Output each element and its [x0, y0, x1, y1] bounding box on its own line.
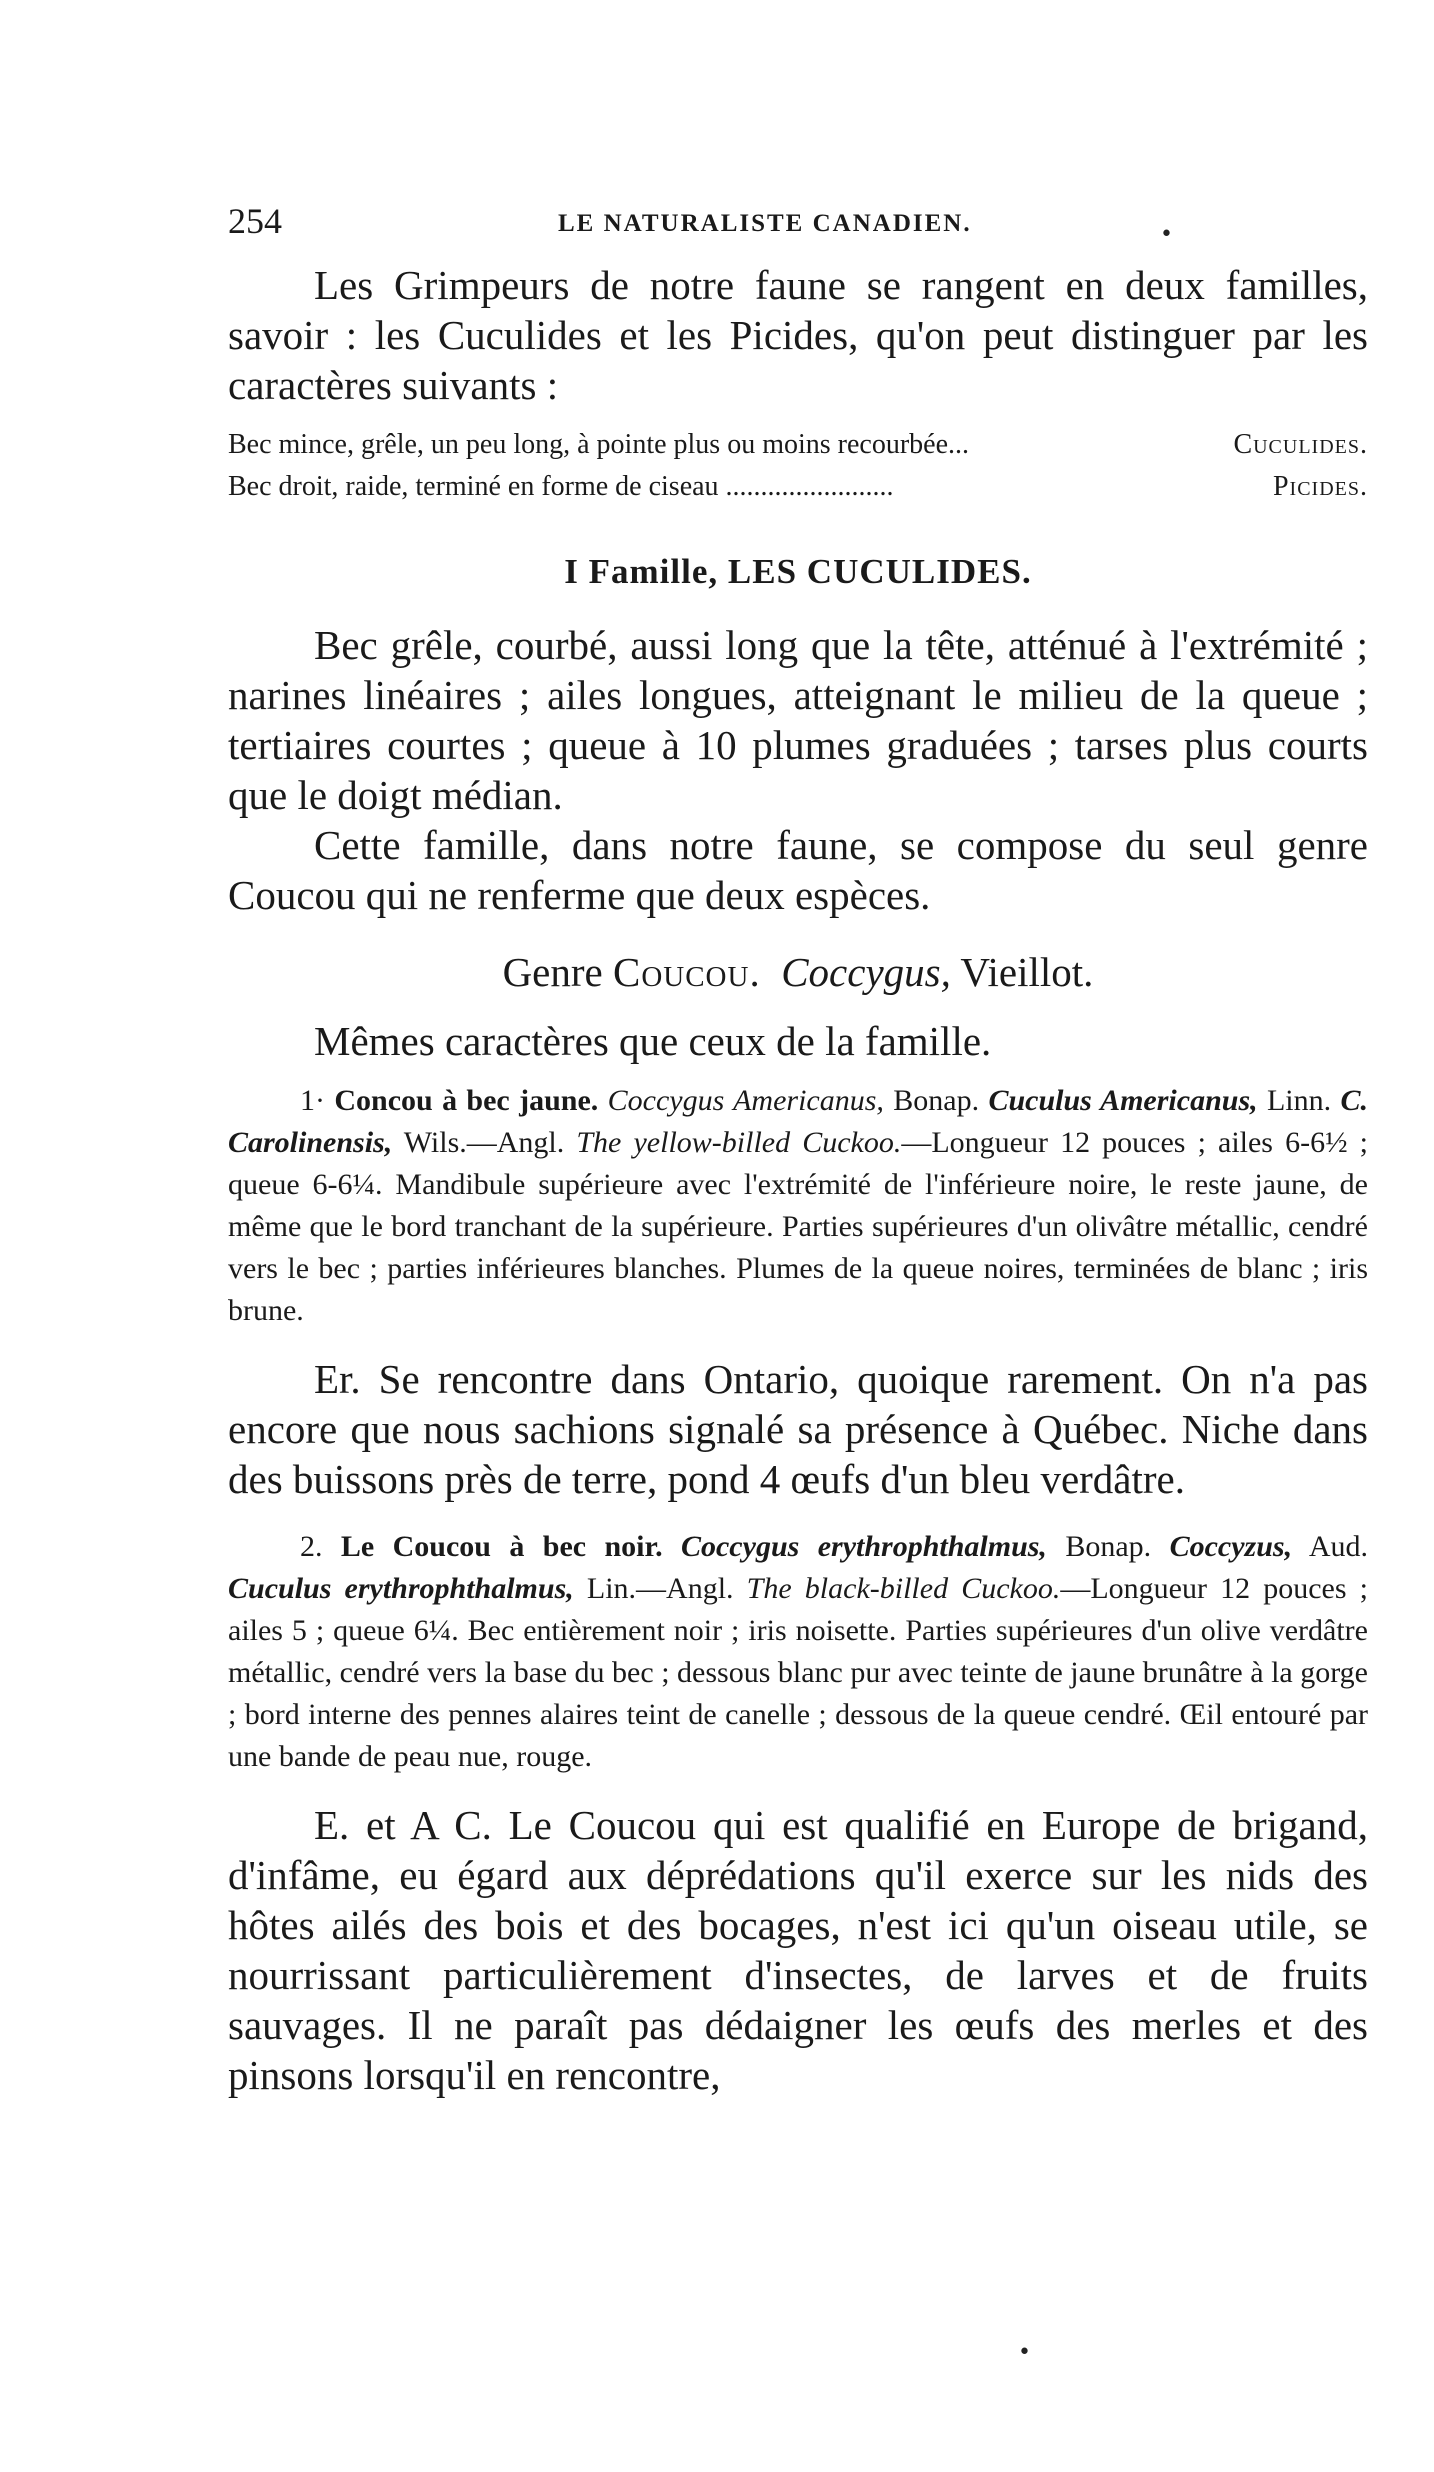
key-row [228, 424, 1368, 466]
synonym-authority: Wils.—Angl. [403, 1126, 565, 1159]
english-name: The yellow-billed Cuckoo. [576, 1126, 902, 1159]
species-entry [228, 1080, 1368, 1332]
print-speck: • [1160, 222, 1173, 247]
species-notes: Er. Se rencontre dans Ontario, quoique rarement. On n'a pas encore que nous sachions signalé sa présence à Québec. Niche dans des buissons près de terre, pond 4 œufs d'un bleu verdâtre. [228, 1356, 1368, 1502]
page-number: 254 [228, 201, 282, 241]
key-text: Bec droit, raide, terminé en forme de ciseau ........................ [228, 471, 894, 502]
species-number: 2. [300, 1530, 323, 1563]
synonym-authority: Lin.—Angl. [586, 1572, 734, 1605]
species-authority: Bonap. [1065, 1530, 1152, 1563]
book-page [228, 200, 1368, 2100]
key-text: Bec mince, grêle, un peu long, à pointe plus ou moins recourbée... [228, 429, 970, 460]
species-latin: Coccygus erythrophthalmus, [680, 1530, 1047, 1563]
key-family: Picides. [1272, 471, 1368, 502]
species-name: Le Coucou à bec noir. [340, 1530, 663, 1563]
running-title: LE NATURALISTE CANADIEN. [558, 210, 972, 237]
species-description: —Longueur 12 pouces ; ailes 6-6½ ; queue 6-6¼. Mandibule supérieure avec l'extrémité de l'inférieure noire, le reste jaune, de même que le bord tranchant de la supérieure. Parties supérieures d'un olivâtre métallic, cendré vers le bec ; parties inférieures blanches. Plumes de la queue noires, terminées de blanc ; iris brune. [228, 1126, 1369, 1327]
species-synonym: Cuculus erythrophthalmus, [228, 1572, 574, 1605]
genus-author: Vieillot. [960, 949, 1094, 995]
english-name: The black-billed Cuckoo. [746, 1572, 1061, 1605]
genus-name: Coucou. [612, 949, 761, 995]
synonym-authority: Aud. [1308, 1530, 1368, 1563]
key-row [228, 466, 1368, 508]
identification-key [228, 424, 1368, 508]
page-header [228, 200, 1368, 260]
print-speck: • [1018, 2340, 1031, 2365]
genus-prefix: Genre [502, 949, 603, 995]
species-synonym: Coccyzus, [1169, 1530, 1293, 1563]
genus-heading [228, 948, 1368, 996]
species-name: Concou à bec jaune. [334, 1084, 599, 1117]
species-description: —Longueur 12 pouces ; ailes 5 ; queue 6¼. Bec entièrement noir ; iris noisette. Parties supérieures d'un olive verdâtre métallic, cendré vers la base du bec ; dessous blanc pur avec teinte de jaune brunâtre à la gorge ; bord interne des pennes alaires teint de canelle ; dessous de la queue cendré. Œil entouré par une bande de peau nue, rouge. [228, 1572, 1368, 1773]
species-number: 1· [300, 1084, 325, 1117]
key-family: Cuculides. [1233, 429, 1368, 460]
species-synonym: Cuculus Americanus, [988, 1084, 1258, 1117]
species-authority: Bonap. [893, 1084, 980, 1117]
synonym-authority: Linn. [1266, 1084, 1332, 1117]
family-description: Bec grêle, courbé, aussi long que la tête, atténué à l'extrémité ; narines linéaires ; ailes longues, atteignant le milieu de la queue ; tertiaires courtes ; queue à 10 plumes graduées ; tarses plus courts que le doigt médian. [228, 622, 1368, 818]
species-synonym: C. Carolinensis, [228, 1084, 1369, 1159]
species-latin: Coccygus Americanus, [607, 1084, 884, 1117]
family-composition: Cette famille, dans notre faune, se compose du seul genre Coucou qui ne renferme que deux espèces. [228, 822, 1368, 918]
species-notes: E. et A C. Le Coucou qui est qualifié en Europe de brigand, d'infâme, eu égard aux déprédations qu'il exerce sur les nids des hôtes ailés des bois et des bocages, n'est ici qu'un oiseau utile, se nourrissant particulièrement d'insectes, de larves et de fruits sauvages. Il ne paraît pas dédaigner les œufs des merles et des pinsons lorsqu'il en rencontre, [228, 1802, 1368, 2098]
family-title: I Famille, LES CUCULIDES. [564, 552, 1032, 591]
intro-paragraph: Les Grimpeurs de notre faune se rangent en deux familles, savoir : les Cuculides et les Picides, qu'on peut distinguer par les caractères suivants : [228, 262, 1368, 408]
genus-characters: Mêmes caractères que ceux de la famille. [314, 1018, 992, 1064]
species-entry [228, 1526, 1368, 1778]
genus-latin: Coccygus, [781, 949, 951, 995]
